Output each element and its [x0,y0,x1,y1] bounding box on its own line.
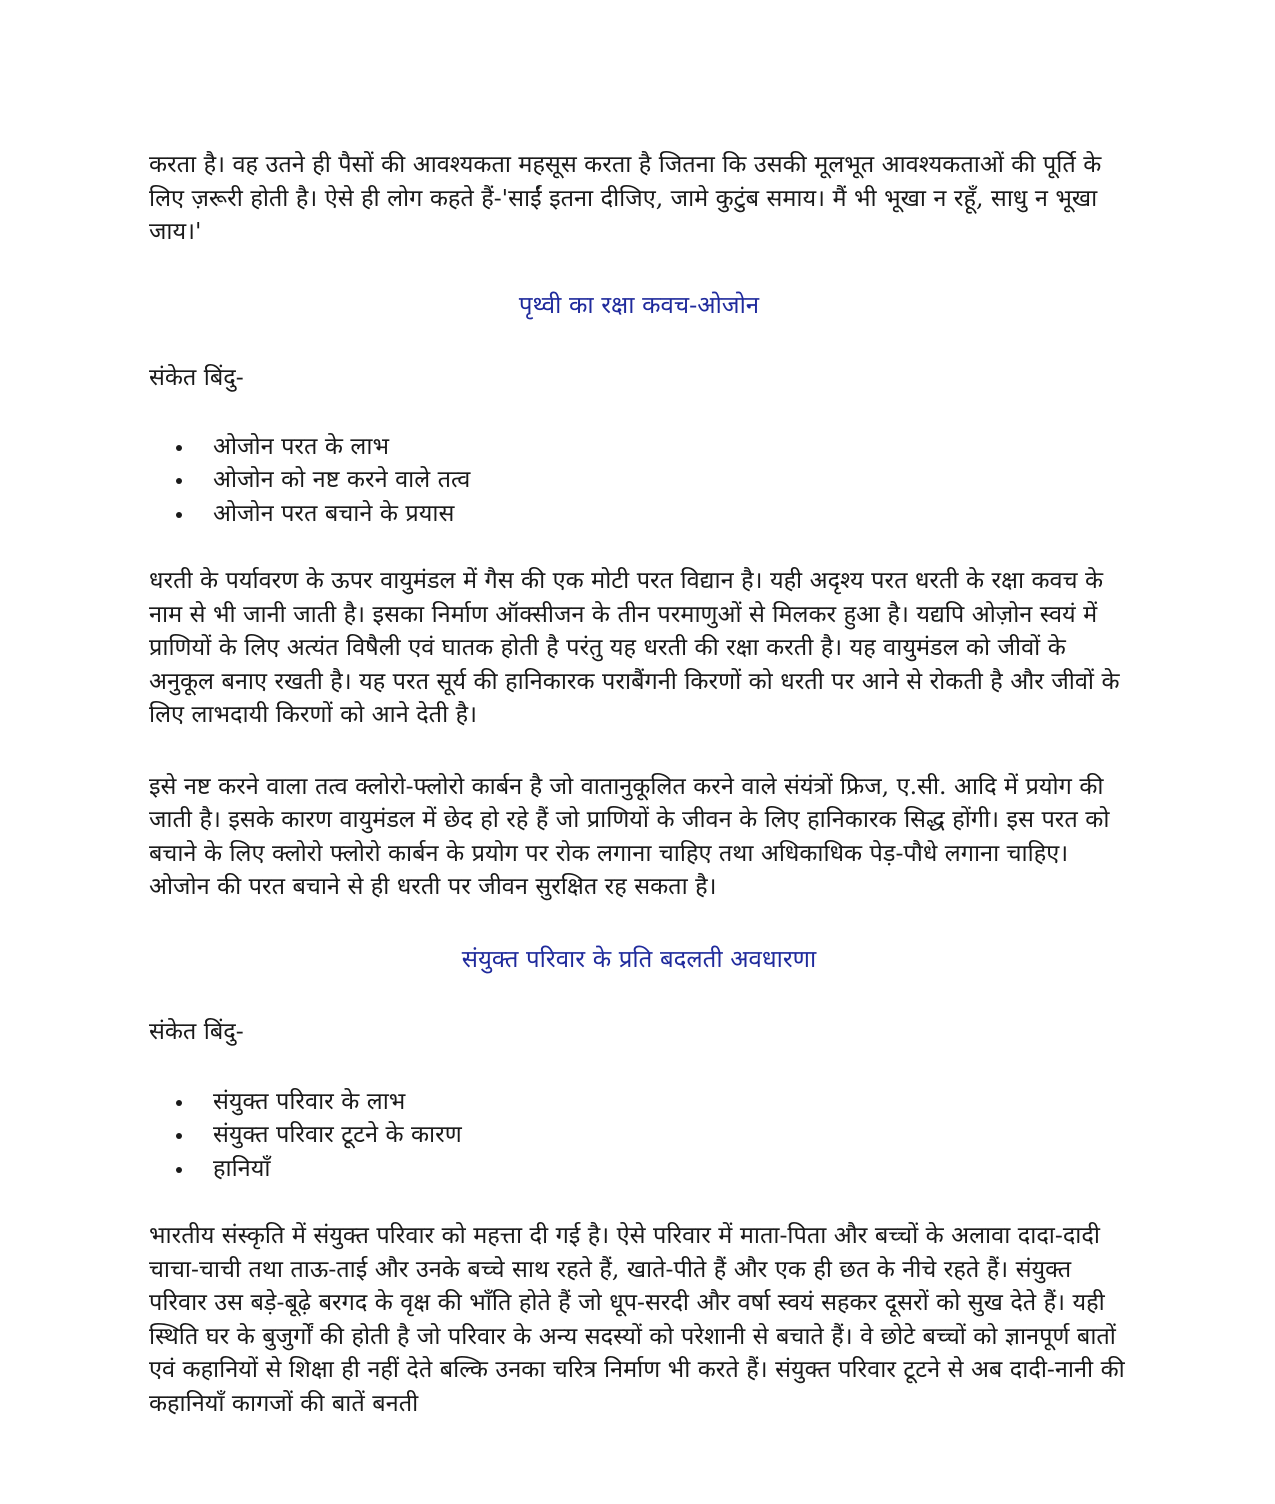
hint-label-ozone: संकेत बिंदु- [149,362,244,391]
list-item: ओजोन परत बचाने के प्रयास [213,497,1129,531]
hint-list-family [149,1085,1129,1186]
family-paragraph-1: भारतीय संस्कृति में संयुक्त परिवार को महत्ता दी गई है। ऐसे परिवार में माता-पिता और बच्चों के अलावा दादा-दादी चाचा-चाची तथा ताऊ-ताई और उनके बच्चे साथ रहते हैं, खाते-पीते हैं और एक ही छत के नीचे रहते हैं। संयुक्त परिवार उस बड़े-बूढ़े बरगद के वृक्ष की भाँति होते हैं जो धूप-सरदी और वर्षा स्वयं सहकर दूसरों को सुख देते हैं। यही स्थिति घर के बुजुर्गों की होती है जो परिवार के अन्य सदस्यों को परेशानी से बचाते हैं। वे छोटे बच्चों को ज्ञानपूर्ण बातों एवं कहानियों से शिक्षा ही नहीं देते बल्कि उनका चरित्र निर्माण भी करते हैं। संयुक्त परिवार टूटने से अब दादी-नानी की कहानियाँ कागजों की बातें बनती [149,1221,1125,1417]
intro-paragraph: करता है। वह उतने ही पैसों की आवश्यकता महसूस करता है जितना कि उसकी मूलभूत आवश्यकताओं की पूर्ति के लिए ज़रूरी होती है। ऐसे ही लोग कहते हैं-'साईं इतना दीजिए, जामे कुटुंब समाय। मैं भी भूखा न रहूँ, साधु न भूखा जाय।' [149,150,1102,245]
section-heading-family: संयुक्त परिवार के प्रति बदलती अवधारणा [461,944,817,973]
hint-list-ozone [149,430,1129,531]
list-item: हानियाँ [213,1152,1129,1186]
hint-label-family: संकेत बिंदु- [149,1016,244,1045]
ozone-paragraph-1: धरती के पर्यावरण के ऊपर वायुमंडल में गैस की एक मोटी परत विद्यान है। यही अदृश्य परत धरती के रक्षा कवच के नाम से भी जानी जाती है। इसका निर्माण ऑक्सीजन के तीन परमाणुओं से मिलकर हुआ है। यद्यपि ओज़ोन स्वयं में प्राणियों के लिए अत्यंत विषैली एवं घातक होती है परंतु यह धरती की रक्षा करती है। यह वायुमंडल को जीवों के अनुकूल बनाए रखती है। यह परत सूर्य की हानिकारक पराबैंगनी किरणों को धरती पर आने से रोकती है और जीवों के लिए लाभदायी किरणों को आने देती है। [149,566,1120,728]
section-heading-ozone: पृथ्वी का रक्षा कवच-ओजोन [518,290,760,319]
ozone-paragraph-2: इसे नष्ट करने वाला तत्व क्लोरो-फ्लोरो कार्बन है जो वातानुकूलित करने वाले संयंत्रों फ्रिज, ए.सी. आदि में प्रयोग की जाती है। इसके कारण वायुमंडल में छेद हो रहे हैं जो प्राणियों के जीवन के लिए हानिकारक सिद्ध होंगी। इस परत को बचाने के लिए क्लोरो फ्लोरो कार्बन के प्रयोग पर रोक लगाना चाहिए तथा अधिकाधिक पेड़-पौधे लगाना चाहिए। ओजोन की परत बचाने से ही धरती पर जीवन सुरक्षित रह सकता है। [149,771,1110,900]
list-item: ओजोन को नष्ट करने वाले तत्व [213,463,1129,497]
list-item: संयुक्त परिवार के लाभ [213,1085,1129,1119]
document-page [149,148,1129,1420]
list-item: संयुक्त परिवार टूटने के कारण [213,1118,1129,1152]
list-item: ओजोन परत के लाभ [213,430,1129,464]
